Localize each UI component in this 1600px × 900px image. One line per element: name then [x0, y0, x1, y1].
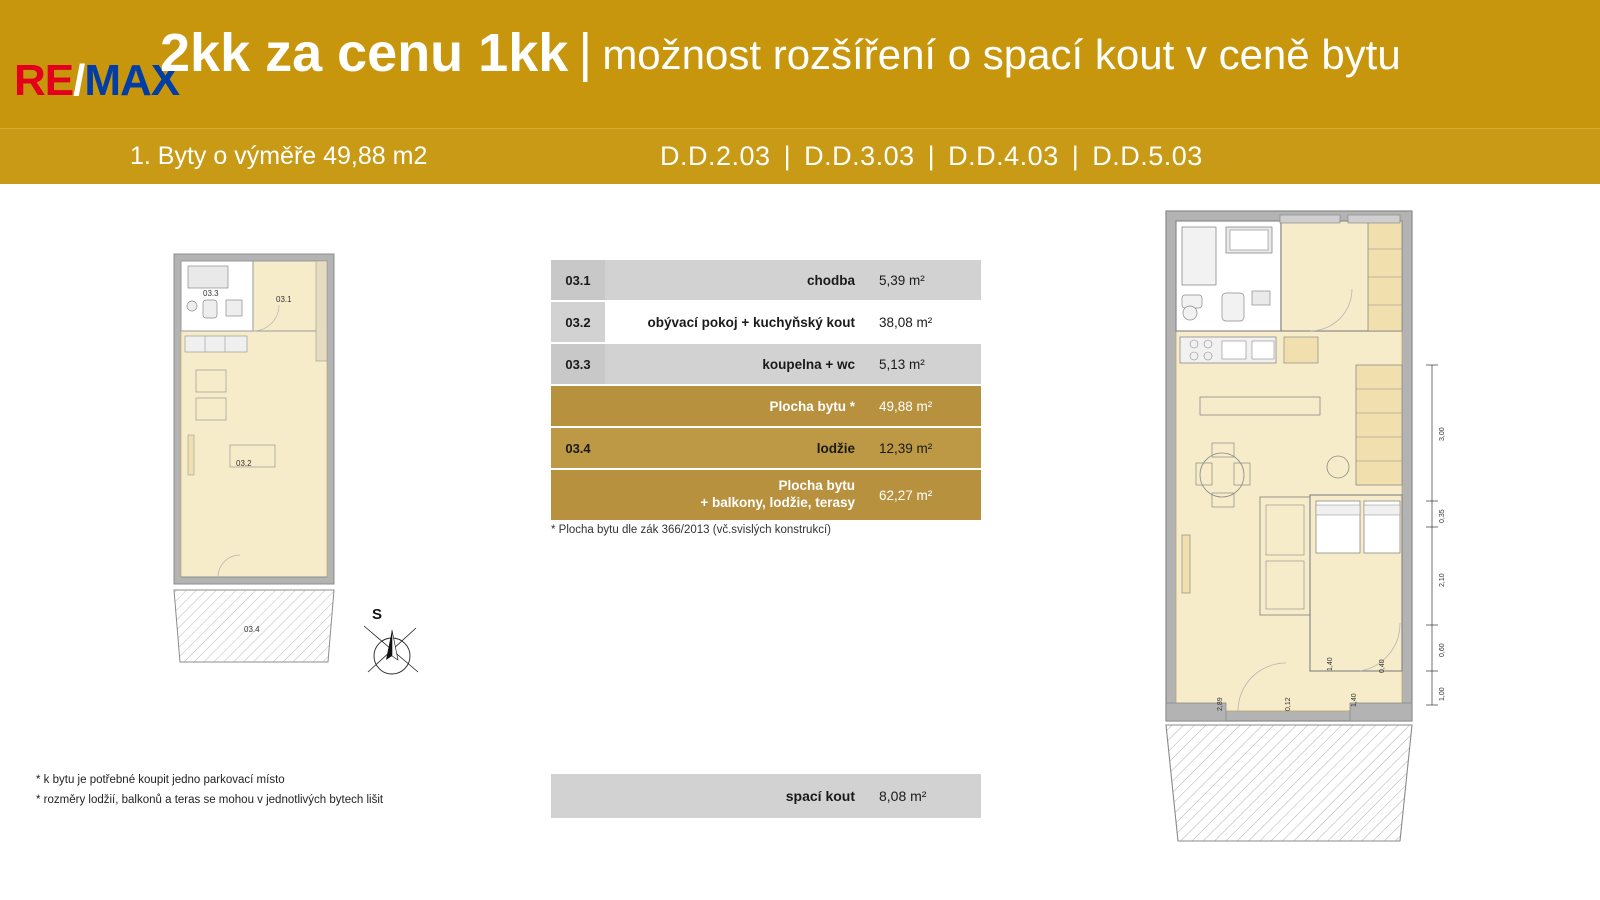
room-label-031: 03.1 — [276, 295, 292, 304]
row-area: 38,08 m² — [869, 302, 981, 342]
code-sep-0: | — [783, 141, 792, 171]
table-row-grand-total — [551, 470, 981, 520]
subbar-area-label: 1. Byty o výměře 49,88 m2 — [130, 142, 428, 170]
dimension-label: 3,00 — [1439, 427, 1446, 441]
sleeping-nook-row — [551, 774, 981, 818]
table-row — [551, 428, 981, 468]
row-number: 03.4 — [551, 428, 605, 468]
room-label-032: 03.2 — [236, 459, 252, 468]
row-area: 5,39 m² — [869, 260, 981, 300]
dimension-label: 0,40 — [1379, 659, 1386, 673]
dimension-label: 1,00 — [1439, 687, 1446, 701]
room-label-034: 03.4 — [244, 625, 260, 634]
row-name: lodžie — [816, 440, 855, 456]
table-row — [551, 302, 981, 342]
headline — [160, 22, 1401, 84]
row-area: 5,13 m² — [869, 344, 981, 384]
logo-re-text: RE — [14, 56, 74, 105]
row-number — [551, 386, 605, 426]
unit-code-0: D.D.2.03 — [660, 141, 771, 171]
footnote-0: * k bytu je potřebné koupit jedno parkovací místo — [36, 774, 285, 786]
table-row-total — [551, 386, 981, 426]
row-name-secondary: + balkony, lodžie, terasy — [700, 495, 855, 510]
page-header — [0, 0, 1600, 128]
dimension-label: 0,35 — [1439, 509, 1446, 523]
dimension-label: 0,12 — [1285, 697, 1292, 711]
page-footnotes — [36, 770, 383, 810]
code-sep-2: | — [1071, 141, 1080, 171]
floorplan-detailed — [1160, 205, 1480, 850]
dimension-label: 0,60 — [1439, 643, 1446, 657]
sleeping-nook-area: 8,08 m² — [879, 788, 927, 804]
dimension-label: 1,40 — [1327, 657, 1334, 671]
row-name-block — [605, 470, 869, 520]
row-number: 03.2 — [551, 302, 605, 342]
logo-max-text: MAX — [84, 56, 180, 105]
row-number: 03.3 — [551, 344, 605, 384]
table-row — [551, 260, 981, 300]
row-area: 62,27 m² — [879, 487, 933, 503]
footnote-1: * rozměry lodžií, balkonů a teras se mohou v jednotlivých bytech lišit — [36, 794, 384, 807]
unit-code-list — [660, 141, 1203, 172]
row-number: 03.1 — [551, 260, 605, 300]
headline-main: 2kk za cenu 1kk — [160, 23, 569, 83]
room-label-0333: 03.3 — [203, 289, 219, 298]
headline-pipe: | — [578, 23, 593, 83]
row-name: Plocha bytu * — [769, 398, 855, 414]
row-number — [551, 470, 605, 520]
unit-code-1: D.D.3.03 — [804, 141, 915, 171]
header-subbar — [0, 128, 1600, 184]
dimension-label: 2,10 — [1439, 573, 1446, 587]
logo-slash: / — [73, 56, 85, 105]
unit-code-3: D.D.5.03 — [1092, 141, 1203, 171]
unit-code-2: D.D.4.03 — [948, 141, 1059, 171]
code-sep-1: | — [927, 141, 936, 171]
dimension-label: 1,40 — [1351, 693, 1358, 707]
table-footnote: * Plocha bytu dle zák 366/2013 (vč.svislých konstrukcí) — [551, 524, 831, 536]
row-name: obývací pokoj + kuchyňský kout — [605, 302, 869, 342]
compass-label-s: S — [372, 606, 383, 623]
dimension-label: 2,89 — [1217, 697, 1224, 711]
row-area: 49,88 m² — [879, 398, 933, 414]
compass-rose — [360, 606, 424, 680]
remax-logo — [14, 56, 179, 106]
headline-sub: možnost rozšíření o spací kout v ceně bytu — [602, 31, 1401, 78]
table-row — [551, 344, 981, 384]
row-area: 12,39 m² — [879, 440, 933, 456]
row-name: koupelna + wc — [605, 344, 869, 384]
sleeping-nook-label: spací kout — [785, 788, 855, 804]
row-name: Plocha bytu — [778, 478, 855, 494]
area-table — [551, 260, 981, 522]
row-name: chodba — [605, 260, 869, 300]
